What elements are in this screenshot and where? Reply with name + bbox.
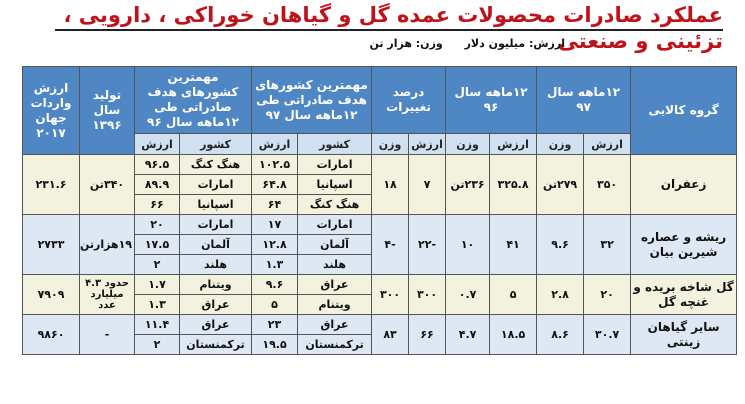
exports-table: [22, 66, 737, 355]
dest-96-value: ۱.۷: [135, 275, 180, 295]
change-weight-cell: -۴: [372, 215, 409, 275]
dest-96-value: ۹۶.۵: [135, 155, 180, 175]
subheader-weight: وزن: [537, 134, 584, 155]
change-weight-cell: ۱۸: [372, 155, 409, 215]
dest-97-value: ۹.۶: [252, 275, 298, 295]
dest-96-value: ۲۰: [135, 215, 180, 235]
change-value-cell: ۳۰۰: [409, 275, 446, 315]
change-value-cell: ۷: [409, 155, 446, 215]
world-imports-cell: ۹۸۶۰: [23, 315, 80, 355]
header-period-96: ۱۲ماهه سال ۹۶: [446, 67, 537, 134]
group-cell: سایر گیاهان زینتی: [631, 315, 737, 355]
header-world-imports: ارزش واردات جهان ۲۰۱۷: [23, 67, 80, 155]
subheader-value: ارزش: [135, 134, 180, 155]
weight-96-cell: ۲۳۶تن: [446, 155, 490, 215]
header-group: گروه کالایی: [631, 67, 737, 155]
dest-97-country: اسپانیا: [298, 175, 372, 195]
dest-97-value: ۵: [252, 295, 298, 315]
dest-96-value: ۶۶: [135, 195, 180, 215]
units-note: [352, 37, 565, 50]
dest-97-value: ۱۹.۵: [252, 335, 298, 355]
dest-96-value: ۲: [135, 255, 180, 275]
dest-96-country: امارات: [180, 215, 252, 235]
group-cell: زعفران: [631, 155, 737, 215]
subheader-weight: وزن: [372, 134, 409, 155]
value-97-cell: ۳۵۰: [584, 155, 631, 215]
value-unit: ارزش: میلیون دلار: [464, 37, 565, 50]
world-imports-cell: ۲۷۳۳: [23, 215, 80, 275]
dest-97-value: ۱.۳: [252, 255, 298, 275]
weight-97-cell: ۸.۶: [537, 315, 584, 355]
table-row-saffron: [23, 155, 737, 175]
dest-96-country: هنگ کنگ: [180, 155, 252, 175]
header-change: درصد تغییرات: [372, 67, 446, 134]
production-cell: ۱۹هزارتن: [80, 215, 135, 275]
table-row-licorice: [23, 215, 737, 235]
table-row-cut-flowers: [23, 275, 737, 295]
dest-97-country: هلند: [298, 255, 372, 275]
dest-96-value: ۲: [135, 335, 180, 355]
dest-97-value: ۱۲.۸: [252, 235, 298, 255]
world-imports-cell: ۲۳۱.۶: [23, 155, 80, 215]
weight-97-cell: ۲.۸: [537, 275, 584, 315]
value-97-cell: ۳۰.۷: [584, 315, 631, 355]
group-cell: ریشه و عصاره شیرین بیان: [631, 215, 737, 275]
dest-97-country: عراق: [298, 315, 372, 335]
header-row: [23, 67, 737, 134]
dest-96-country: عراق: [180, 315, 252, 335]
header-period-97: ۱۲ماهه سال ۹۷: [537, 67, 631, 134]
dest-96-value: ۸۹.۹: [135, 175, 180, 195]
dest-96-country: ترکمنستان: [180, 335, 252, 355]
weight-96-cell: ۱۰: [446, 215, 490, 275]
title-underline: [55, 29, 723, 31]
subheader-weight: وزن: [446, 134, 490, 155]
weight-97-cell: ۹.۶: [537, 215, 584, 275]
subheader-value: ارزش: [252, 134, 298, 155]
subheader-country: کشور: [298, 134, 372, 155]
weight-97-cell: ۲۷۹تن: [537, 155, 584, 215]
production-cell: -: [80, 315, 135, 355]
dest-97-country: آلمان: [298, 235, 372, 255]
dest-97-value: ۶۴: [252, 195, 298, 215]
dest-97-country: ویتنام: [298, 295, 372, 315]
dest-97-value: ۶۴.۸: [252, 175, 298, 195]
dest-97-value: ۱۰۲.۵: [252, 155, 298, 175]
change-weight-cell: ۸۳: [372, 315, 409, 355]
table-row-ornamental: [23, 315, 737, 335]
dest-97-country: عراق: [298, 275, 372, 295]
dest-97-value: ۱۷: [252, 215, 298, 235]
change-value-cell: -۲۲: [409, 215, 446, 275]
dest-97-country: ترکمنستان: [298, 335, 372, 355]
production-cell: حدود ۴.۳ میلیارد عدد: [80, 275, 135, 315]
value-97-cell: ۳۲: [584, 215, 631, 275]
dest-96-country: عراق: [180, 295, 252, 315]
dest-96-country: هلند: [180, 255, 252, 275]
dest-96-value: ۱.۳: [135, 295, 180, 315]
value-97-cell: ۲۰: [584, 275, 631, 315]
group-cell: گل شاخه بریده و غنچه گل: [631, 275, 737, 315]
dest-96-value: ۱۷.۵: [135, 235, 180, 255]
dest-96-country: آلمان: [180, 235, 252, 255]
weight-unit: وزن: هزار تن: [369, 37, 443, 50]
value-96-cell: ۵: [490, 275, 537, 315]
dest-96-country: ویتنام: [180, 275, 252, 295]
page-title: عملکرد صادرات محصولات عمده گل و گیاهان خوراکی ، دارویی ، تزئینی و صنعتی: [63, 3, 723, 53]
subheader-value: ارزش: [409, 134, 446, 155]
dest-97-country: امارات: [298, 215, 372, 235]
dest-96-country: اسپانیا: [180, 195, 252, 215]
header-dest-96: مهمترین کشورهای هدف صادراتی طی ۱۲ماهه سال ۹۶: [135, 67, 252, 134]
value-96-cell: ۱۸.۵: [490, 315, 537, 355]
dest-97-value: ۲۳: [252, 315, 298, 335]
production-cell: ۳۴۰تن: [80, 155, 135, 215]
world-imports-cell: ۷۹۰۹: [23, 275, 80, 315]
dest-97-country: امارات: [298, 155, 372, 175]
subheader-value: ارزش: [490, 134, 537, 155]
subheader-value: ارزش: [584, 134, 631, 155]
dest-97-country: هنگ کنگ: [298, 195, 372, 215]
subheader-country: کشور: [180, 134, 252, 155]
dest-96-country: امارات: [180, 175, 252, 195]
weight-96-cell: ۰.۷: [446, 275, 490, 315]
change-weight-cell: ۳۰۰: [372, 275, 409, 315]
value-96-cell: ۴۱: [490, 215, 537, 275]
header-dest-97: مهمترین کشورهای هدف صادراتی طی ۱۲ماهه سال ۹۷: [252, 67, 372, 134]
weight-96-cell: ۴.۷: [446, 315, 490, 355]
header-production: تولید سال ۱۳۹۶: [80, 67, 135, 155]
dest-96-value: ۱۱.۴: [135, 315, 180, 335]
change-value-cell: ۶۶: [409, 315, 446, 355]
value-96-cell: ۳۲۵.۸: [490, 155, 537, 215]
